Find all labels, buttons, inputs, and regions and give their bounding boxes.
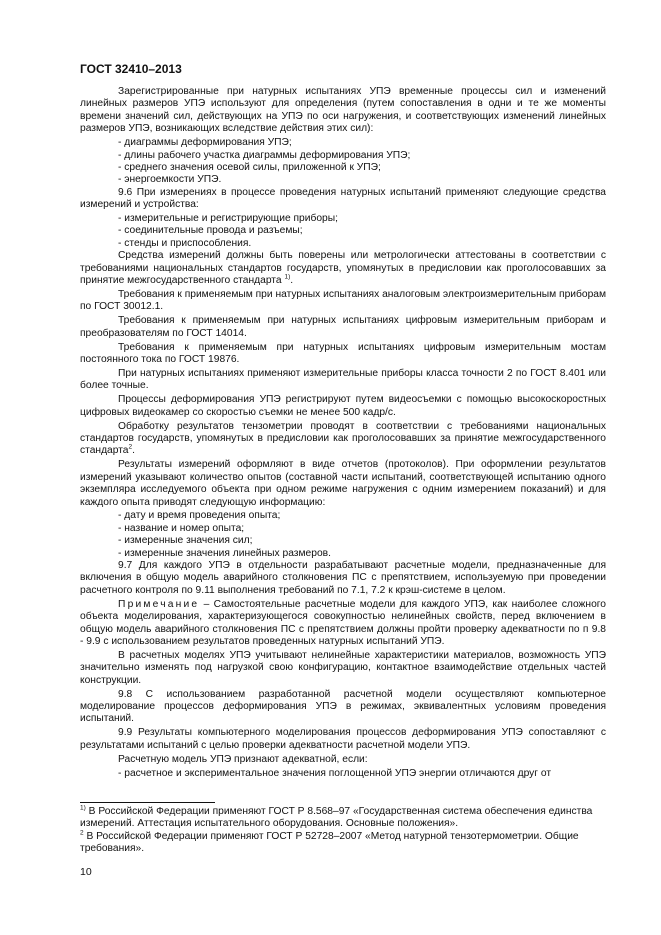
footnote-text: В Российской Федерации применяют ГОСТ Р 52728–2007 «Метод натурной тензотермометрии. Общие требования». [80,830,579,855]
footnote-2 [80,831,606,856]
list-test-info [80,510,606,560]
note-label: Примечание [118,598,200,610]
list-item: - длины рабочего участка диаграммы деформирования УПЭ; [118,149,411,161]
footnote-ref-1: 1) [284,273,291,281]
paragraph-energy-criterion: - расчетное и экспериментальное значения поглощенной УПЭ энергии отличаются друг от [118,767,552,779]
paragraph-tensometry-text: Обработку результатов тензометрии проводят в соответствии с требованиями национальных стандартов государств, упомянутых в предисловии как проголосовавших за принятие межгосударственного стандарта [80,420,606,457]
paragraph-recorded-processes: Зарегистрированные при натурных испытаниях УПЭ временные процессы сил и изменений линейных размеров УПЭ используют для определения (путем сопоставления в одни и те же моменты времени значений сил, действующих на УПЭ по оси нагружения, и соответствующих изменений линейных размеров УПЭ, возникающих вследствие действия этих сил): [80,86,606,135]
footnote-1 [80,806,606,831]
document-body [80,86,606,781]
list-item: - измеренные значения линейных размеров. [118,547,331,559]
list-item: - среднего значения осевой силы, приложенной к УПЭ; [118,161,381,173]
paragraph-analog-instruments: Требования к применяемым при натурных испытаниях аналоговым электроизмерительным приборам по ГОСТ 30012.1. [80,289,607,313]
paragraph-9-9: 9.9 Результаты компьютерного моделирования процессов деформирования УПЭ сопоставляют с результатами испытаний с целью проверки адекватности расчетной модели УПЭ. [80,727,606,751]
list-item: - соединительные провода и разъемы; [118,225,303,237]
list-determined-values [80,137,606,187]
paragraph-9-8: 9.8 С использованием разработанной расчетной модели осуществляют компьютерное моделирование процессов деформирования УПЭ в режимах, эквивалентных условиям проведения испытаний. [80,688,606,725]
paragraph-tensometry: Обработку результатов тензометрии проводят в соответствии с требованиями национальных стандартов государств, упомянутых в предисловии как проголосовавших за принятие межгосударственного стандарта$^2$. [80,420,606,457]
paragraph-dc-bridges: Требования к применяемым при натурных испытаниях цифровым измерительным мостам постоянного тока по ГОСТ 19876. [80,341,606,366]
paragraph-digital-instruments: Требования к применяемым при натурных испытаниях цифровым измерительным приборам и преобразователям по ГОСТ 14014. [80,315,606,339]
list-item: - энергоемкости УПЭ. [118,174,222,186]
footnote-mark: 2 [80,829,84,837]
paragraph-adequacy: Расчетную модель УПЭ признают адекватной, если: [118,753,368,765]
footnote-divider [80,802,215,803]
page-header-standard: ГОСТ 32410–2013 [80,62,182,76]
page-number: 10 [80,866,92,878]
note-paragraph [80,599,606,649]
paragraph-accuracy-class: При натурных испытаниях применяют измерительные приборы класса точности 2 по ГОСТ 8.401 или более точные. [80,367,606,392]
paragraph-video-recording: Процессы деформирования УПЭ регистрируют путем видеосъемки с помощью высокоскоростных цифровых видеокамер со скоростью съемки не менее 500 кадр/с. [80,394,606,418]
list-item: - название и номер опыта; [118,522,245,534]
list-item: - измеренные значения сил; [118,535,253,547]
paragraph-nonlinear: В расчетных моделях УПЭ учитывают нелинейные характеристики материалов, возможность УПЭ значительно изменять под нагрузкой свою конфигурацию, контактное взаимодействие отдельных частей конструкции. [80,649,606,686]
footnote-text: В Российской Федерации применяют ГОСТ Р 8.568–97 «Государственная система обеспечения единства измерений. Аттестация испытательного оборудования. Основные положения». [80,806,593,830]
footnote-ref-2: 2 [128,443,133,451]
list-item: - стенды и приспособления. [118,237,252,249]
paragraph-reports: Результаты измерений оформляют в виде отчетов (протоколов). При оформлении результатов измерений указывают количество опытов (составной части испытаний, соответствующей испытанию одного экземпляра исследуемого объекта при одном режиме нагружения с одним измерением показаний) и для каждого опыта приводят следующую информацию: [80,459,606,508]
note-text: – Самостоятельные расчетные модели для каждого УПЭ, как наиболее сложного объекта моделирования, характеризующегося совокупностью нелинейных свойств, перед включением в общую модель аварийного столкновения ПС с препятствием должны пройти проверку адекватности по п 9.8 - 9.9 с использованием результатов проведенных натурных испытаний УПЭ. [80,598,606,647]
footnotes [80,806,606,856]
list-item: - диаграммы деформирования УПЭ; [118,137,292,149]
paragraph-9-7: 9.7 Для каждого УПЭ в отдельности разрабатывают расчетные модели, предназначенные для включения в общую модель аварийного столкновения ПС с препятствием, используемую при проведении расчетного контроля по 9.11 выполнения требований по 7.1, 7.2 к крэш-системе в целом. [80,560,606,596]
paragraph-verification-text: Средства измерений должны быть поверены или метрологически аттестованы в соответствии с требованиями национальных стандартов государств, упомянутых в предисловии как проголосовавших за принятие межгосударственного стандарта [80,250,606,287]
footnote-mark: 1) [80,804,86,812]
paragraph-verification: Средства измерений должны быть поверены или метрологически аттестованы в соответствии с требованиями национальных стандартов государств, упомянутых в предисловии как проголосовавших за принятие межгосударственного стандарта $^{1)}$. [80,250,606,287]
list-measuring-means [80,213,606,250]
list-item: - дату и время проведения опыта; [118,510,281,522]
list-item: - измерительные и регистрирующие приборы; [118,213,338,225]
paragraph-9-6: 9.6 При измерениях в процессе проведения натурных испытаний применяют следующие средства измерений и устройства: [80,186,606,211]
